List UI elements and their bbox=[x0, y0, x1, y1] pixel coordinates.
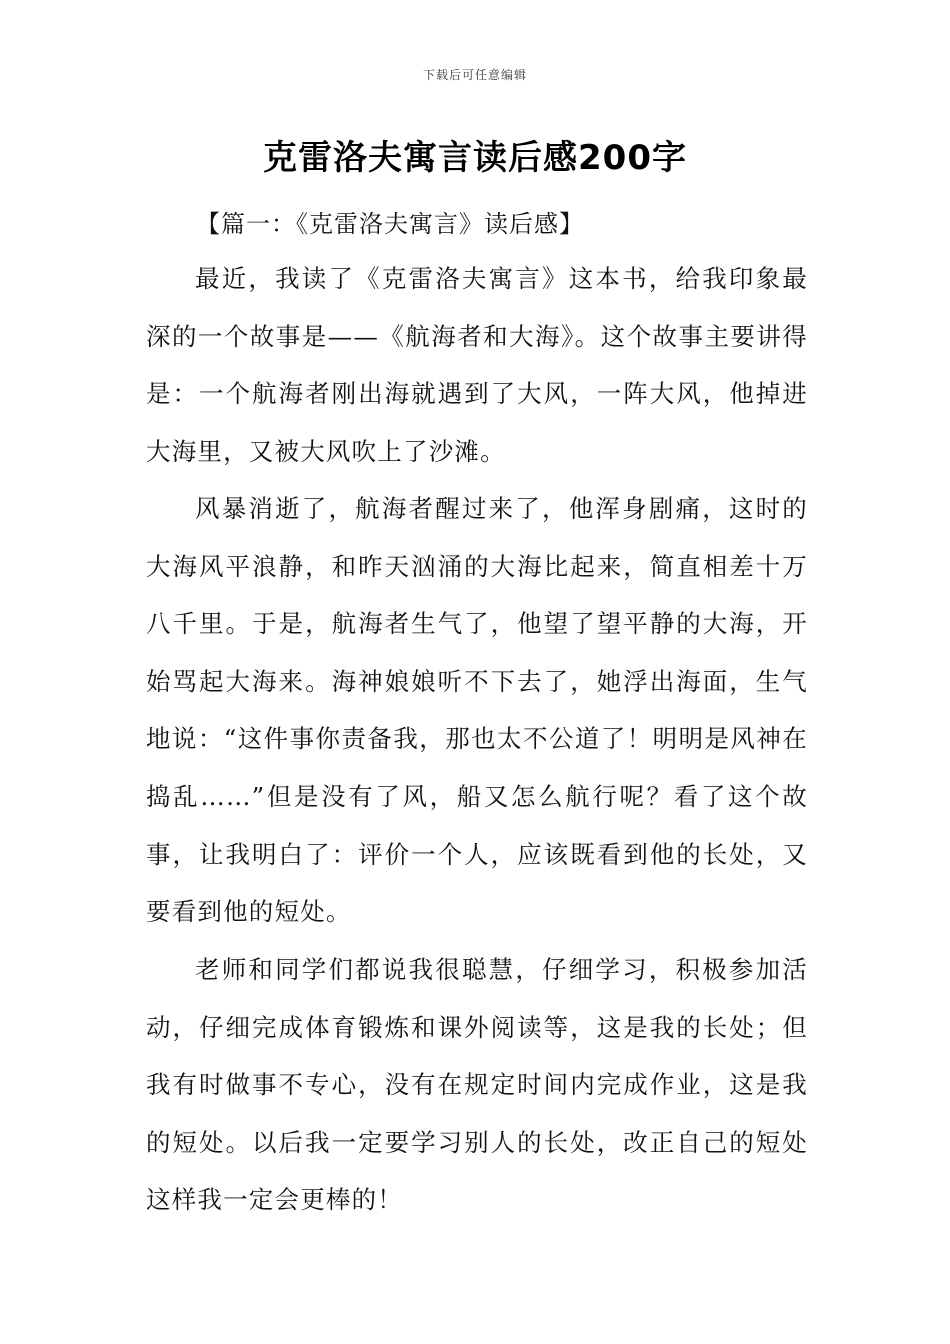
paragraph-text: 风暴消逝了，航海者醒过来了，他浑身剧痛，这时的大海风平浪静，和昨天汹涌的大海比起来，简直相差十万八千里。于是，航海者生气了，他望了望平静的大海，开始骂起大海来。海神娘娘听不下去了，她浮出海面，生气地说：“这件事你责备我，那也太不公道了！明明是风神在捣乱……”但是没有了风，船又怎么航行呢？看了这个故事，让我明白了：评价一个人，应该既看到他的长处，又要看到他的短处。 bbox=[146, 494, 808, 927]
paragraph-text: 最近，我读了《克雷洛夫寓言》这本书，给我印象最深的一个故事是——《航海者和大海》。这个故事主要讲得是：一个航海者刚出海就遇到了大风，一阵大风，他掉进大海里，又被大风吹上了沙滩。 bbox=[146, 264, 808, 466]
body-paragraph-1 bbox=[146, 250, 808, 480]
paragraph-text: 老师和同学们都说我很聪慧，仔细学习，积极参加活动，仔细完成体育锻炼和课外阅读等，这是我的长处；但我有时做事不专心，没有在规定时间内完成作业，这是我的短处。以后我一定要学习别人的长处，改正自己的短处这样我一定会更棒的！ bbox=[146, 955, 808, 1215]
document-title: 克雷洛夫寓言读后感200字 bbox=[263, 138, 687, 178]
section-heading: 【篇一：《克雷洛夫寓言》读后感】 bbox=[196, 210, 584, 238]
body-paragraph-3 bbox=[146, 941, 808, 1229]
body-paragraph-2 bbox=[146, 480, 808, 941]
header-note: 下载后可任意编辑 bbox=[422, 68, 527, 82]
